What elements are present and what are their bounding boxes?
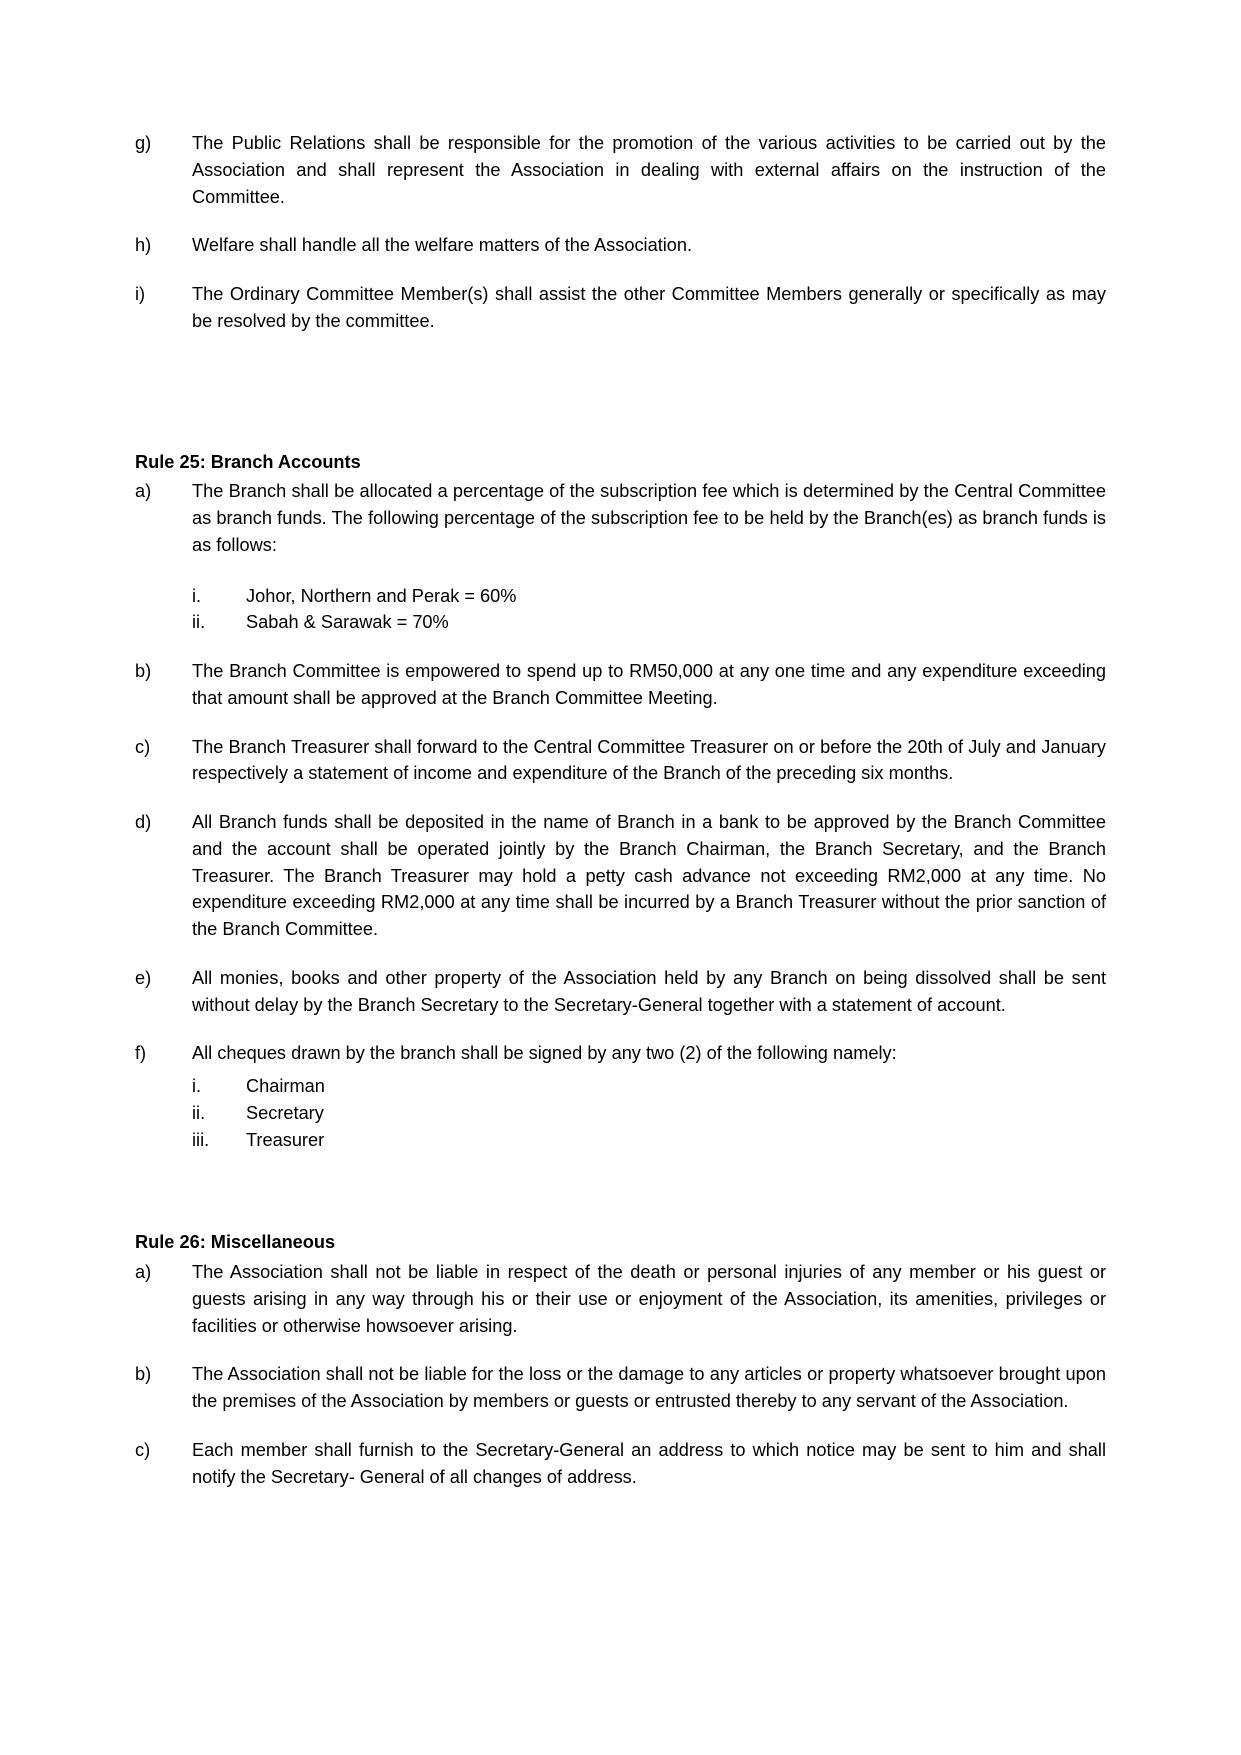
rule-25-section: [135, 449, 1106, 1154]
sub-list-item-text: Johor, Northern and Perak = 60%: [246, 585, 517, 606]
rule-25-heading: Rule 25: Branch Accounts: [135, 451, 361, 472]
list-item-text: All monies, books and other property of the Association held by any Branch on being dissolved shall be sent without delay by the Branch Secretary to the Secretary-General together with a statement of account.: [192, 967, 1106, 1015]
sub-list-item-marker: i.: [192, 585, 202, 606]
list-item-marker: d): [135, 812, 152, 832]
list-item-text: The Association shall not be liable for the loss or the damage to any articles or property whatsoever brought upon the premises of the Association by members or guests or entrusted thereby to any servant of the Association.: [192, 1364, 1106, 1411]
list-item-text: Welfare shall handle all the welfare matters of the Association.: [192, 235, 693, 256]
list-item: [135, 232, 1106, 259]
list-item-marker: c): [135, 1439, 151, 1460]
sub-list-item: [192, 1100, 1106, 1127]
list-item-marker: h): [135, 235, 152, 256]
sub-list-item: [192, 1127, 1106, 1154]
list-item-marker: b): [135, 661, 152, 681]
list-item-marker: a): [135, 1262, 152, 1282]
document-body: [135, 130, 1106, 1490]
list-item: [135, 965, 1106, 1019]
sub-list-body: [192, 583, 1106, 637]
list-item-text: All cheques drawn by the branch shall be signed by any two (2) of the following namely:: [192, 1043, 897, 1064]
list-item-text: Each member shall furnish to the Secretary-General an address to which notice may be sent to him and shall notify the Secretary- General of all changes of address.: [192, 1439, 1106, 1487]
list-item-marker: e): [135, 967, 152, 988]
sub-list-item-marker: iii.: [192, 1129, 210, 1150]
list-item: [135, 1040, 1106, 1067]
sub-list-item-marker: ii.: [192, 612, 206, 633]
list-item: [135, 734, 1106, 788]
list-item: [135, 1437, 1106, 1491]
list-item-text: The Public Relations shall be responsible for the promotion of the various activities to be carried out by the Association and shall represent the Association in dealing with external affairs on the instruction of the Committee.: [192, 133, 1106, 207]
list-item-marker: c): [135, 736, 151, 757]
list-item-marker: f): [135, 1043, 147, 1064]
list-item-text: The Association shall not be liable in respect of the death or personal injuries of any member or his guest or guests arising in any way through his or their use or enjoyment of the Association, its amenities, privileges or facilities or otherwise howsoever arising.: [192, 1262, 1106, 1336]
sub-list-item-text: Secretary: [246, 1102, 324, 1123]
sub-list-item-text: Chairman: [246, 1076, 325, 1096]
section-spacer: [135, 1175, 1106, 1229]
list-item-marker: b): [135, 1364, 152, 1385]
list-item-marker: g): [135, 133, 152, 153]
list-item-marker: a): [135, 481, 152, 502]
sub-list-item-text: Treasurer: [246, 1129, 325, 1150]
section-spacer: [135, 357, 1106, 449]
sub-list-item-marker: i.: [192, 1076, 202, 1096]
sub-list-item-text: Sabah & Sarawak = 70%: [246, 612, 449, 633]
sub-list-item: [192, 1073, 1106, 1100]
sub-list-item-marker: ii.: [192, 1102, 206, 1123]
list-item: [135, 281, 1106, 335]
list-item: [135, 1361, 1106, 1415]
sub-list-item: [192, 583, 1106, 610]
sub-list-body: [192, 1073, 1106, 1153]
sub-list: [135, 563, 1106, 637]
list-item: [135, 1259, 1106, 1339]
sub-list-item: [192, 609, 1106, 636]
list-item: [135, 809, 1106, 943]
list-item: [135, 130, 1106, 210]
list-item-text: The Branch Treasurer shall forward to the Central Committee Treasurer on or before the 20th of July and January respectively a statement of income and expenditure of the Branch of the preceding six months.: [192, 736, 1106, 784]
list-item: [135, 658, 1106, 712]
list-item: [135, 478, 1106, 558]
list-item-marker: i): [135, 284, 146, 304]
sub-list: [135, 1071, 1106, 1153]
list-item-text: The Ordinary Committee Member(s) shall assist the other Committee Members generally or specifically as may be resolved by the committee.: [192, 284, 1106, 331]
rule-26-section: [135, 1229, 1106, 1490]
list-item-text: All Branch funds shall be deposited in the name of Branch in a bank to be approved by the Branch Committee and the account shall be operated jointly by the Branch Chairman, the Branch Secretary, and the Branch Treasurer. The Branch Treasurer may hold a petty cash advance not exceeding RM2,000 at any time. No expenditure exceeding RM2,000 at any time shall be incurred by a Branch Treasurer without the prior sanction of the Branch Committee.: [192, 812, 1106, 939]
list-item-text: The Branch shall be allocated a percentage of the subscription fee which is determined by the Central Committee as branch funds. The following percentage of the subscription fee to be held by the Branch(es) as branch funds is as follows:: [192, 481, 1106, 555]
list-item-text: The Branch Committee is empowered to spend up to RM50,000 at any one time and any expenditure exceeding that amount shall be approved at the Branch Committee Meeting.: [192, 661, 1106, 708]
rule-26-heading: Rule 26: Miscellaneous: [135, 1232, 336, 1253]
